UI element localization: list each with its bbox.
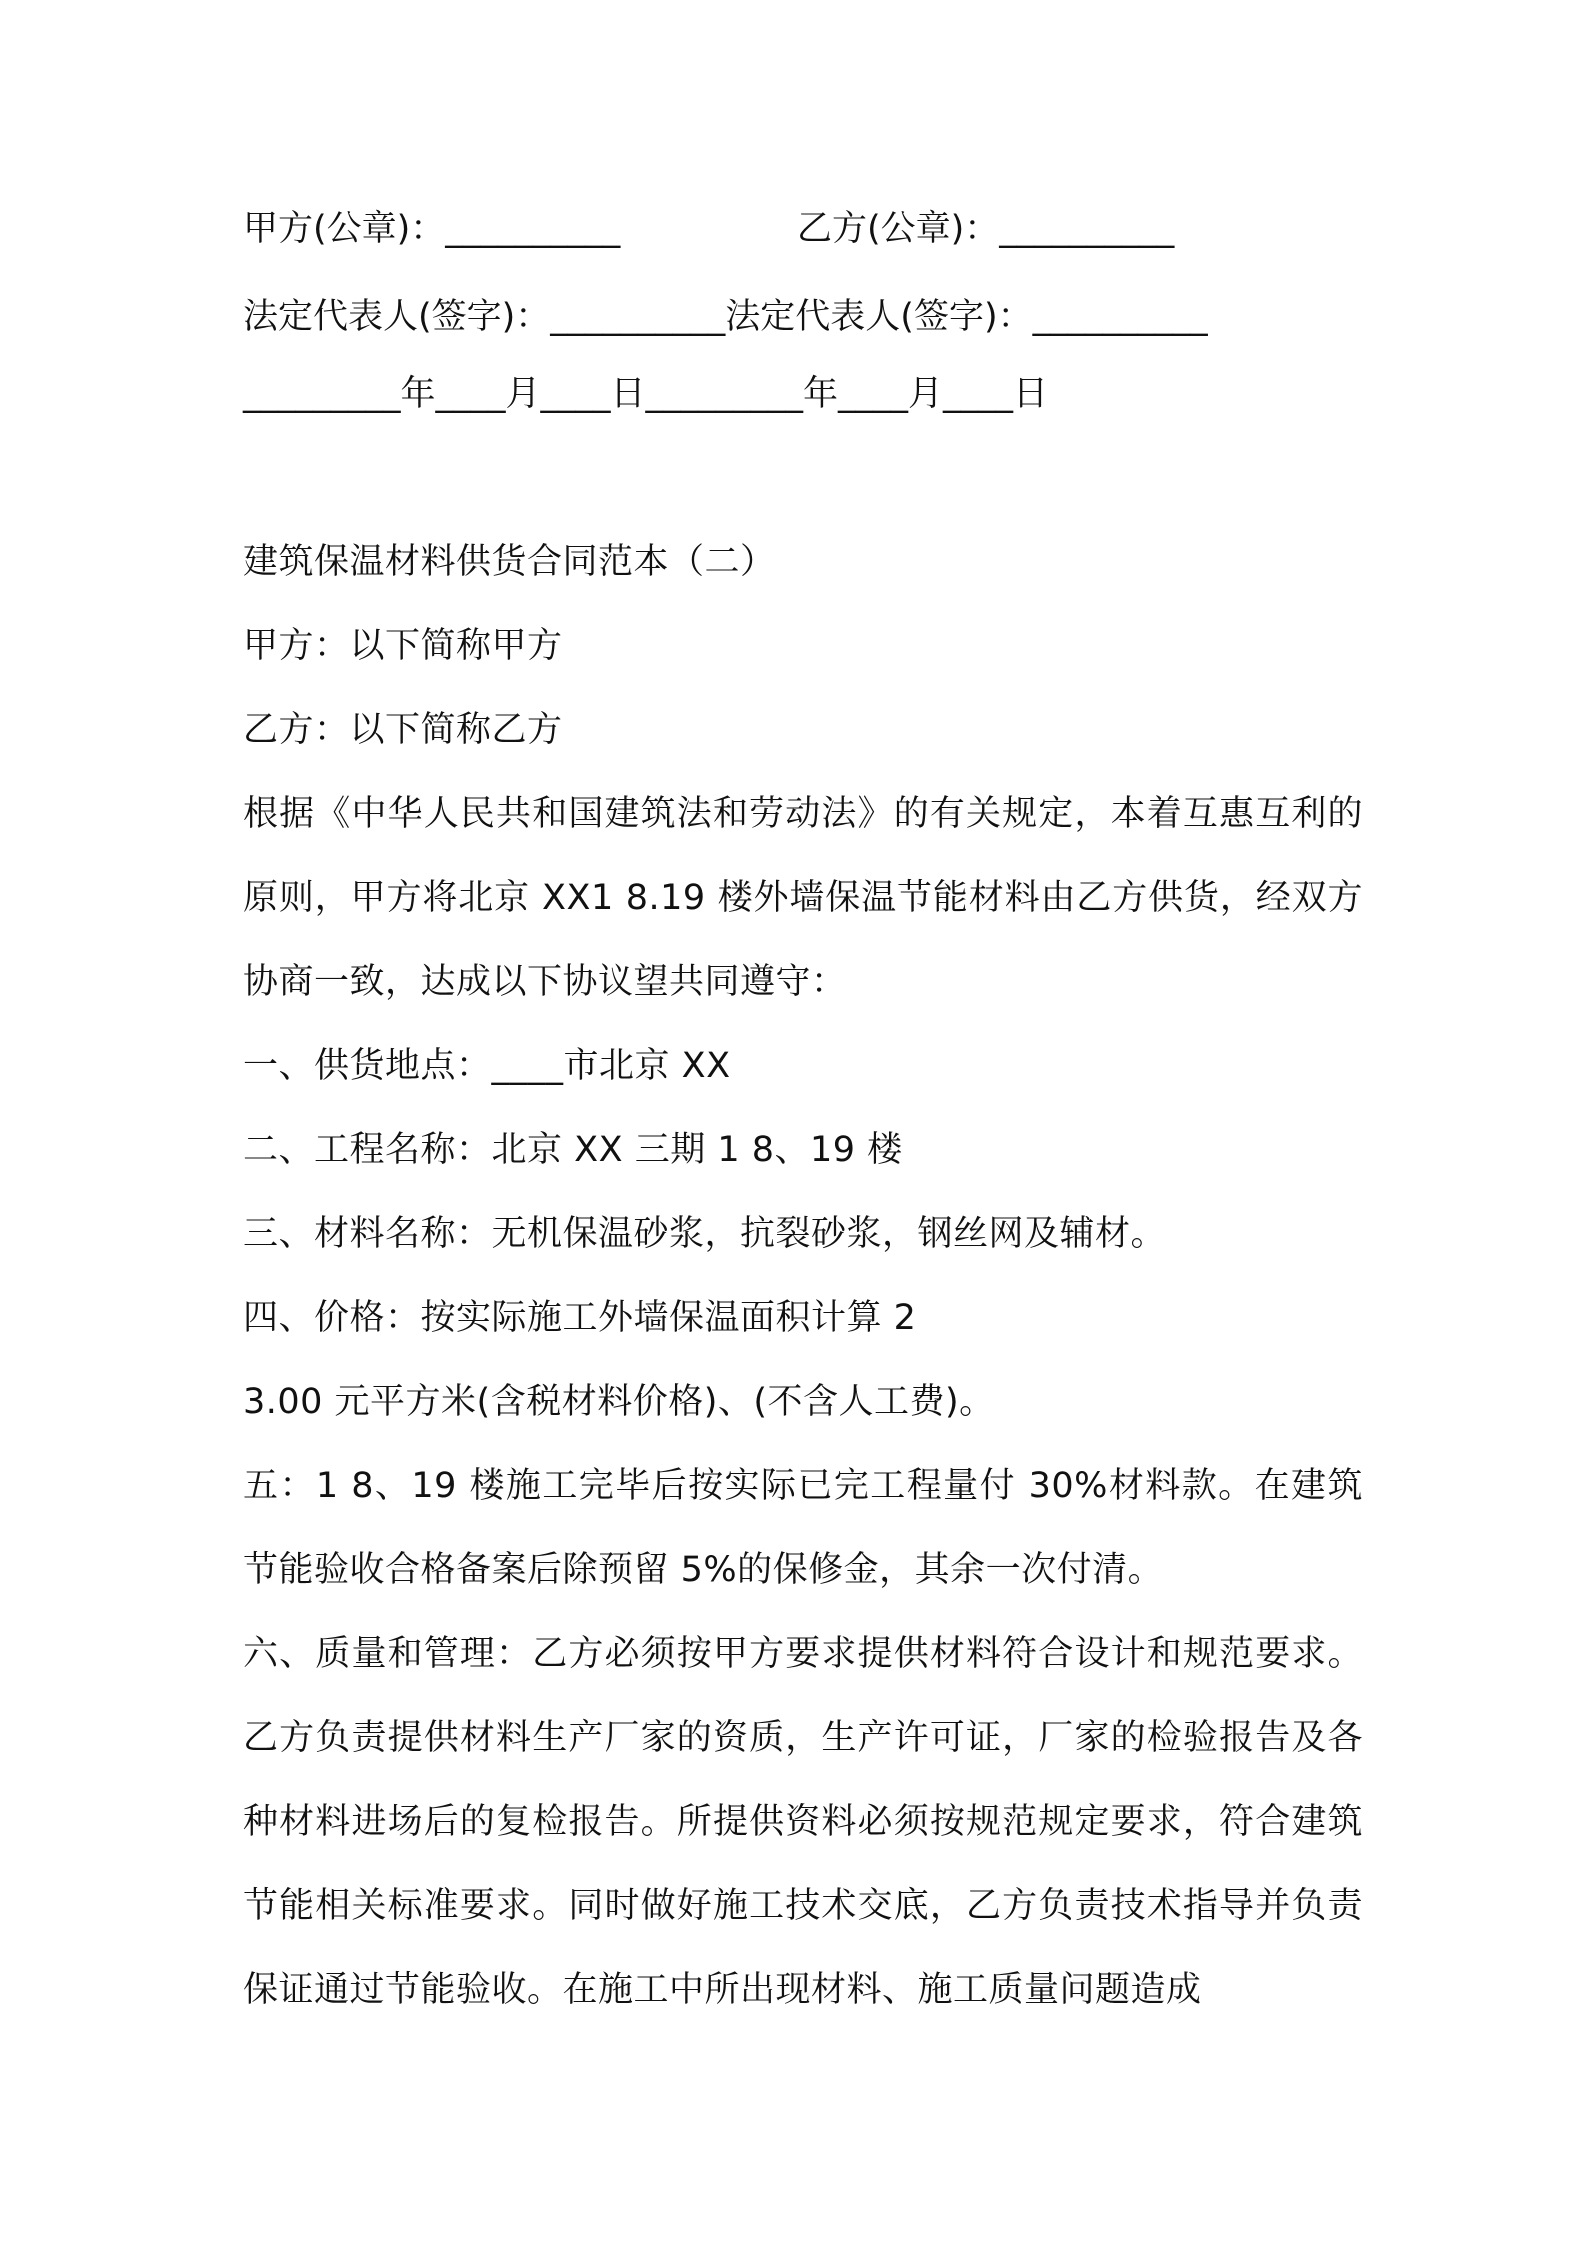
clause-quality-management-paragraph: 六、质量和管理：乙方必须按甲方要求提供材料符合设计和规范要求。乙方负责提供材料生产厂家的资质，生产许可证，厂家的检验报告及各种材料进场后的复检报告。所提供资料必须按规范规定要求，符合建筑节能相关标准要求。同时做好施工技术交底，乙方负责技术指导并负责保证通过节能验收。在施工中所出现材料、施工质量问题造成	[243, 1634, 1363, 2010]
clause-price-line-1: 四、价格：按实际施工外墙保温面积计算 2	[243, 1298, 917, 1338]
legal-representatives-line: 法定代表人(签字)：__________法定代表人(签字)：__________	[243, 297, 1208, 337]
party-b-seal-line: 乙方(公章)：__________	[797, 209, 1175, 249]
signature-dates-line: _________年____月____日_________年____月____日	[243, 374, 1049, 414]
clause-price-line-2: 3.00 元平方米(含税材料价格)、(不含人工费)。	[243, 1382, 995, 1422]
party-b-definition: 乙方：以下简称乙方	[243, 710, 563, 750]
clause-project-name: 二、工程名称：北京 XX 三期 1 8、19 楼	[243, 1130, 903, 1170]
clause-delivery-location: 一、供货地点：____市北京 XX	[243, 1046, 731, 1086]
clause-material-names: 三、材料名称：无机保温砂浆，抗裂砂浆，钢丝网及辅材。	[243, 1214, 1167, 1254]
contract-title: 建筑保温材料供货合同范本（二）	[243, 542, 776, 582]
clause-payment-paragraph: 五：1 8、19 楼施工完毕后按实际已完工程量付 30%材料款。在建筑节能验收合格备案后除预留 5%的保修金，其余一次付清。	[243, 1466, 1363, 1590]
party-a-definition: 甲方：以下简称甲方	[243, 626, 563, 666]
preamble-paragraph: 根据《中华人民共和国建筑法和劳动法》的有关规定，本着互惠互利的原则，甲方将北京 XX1 8.19 楼外墙保温节能材料由乙方供货，经双方协商一致，达成以下协议望共同遵守：	[243, 794, 1363, 1002]
party-a-seal-line: 甲方(公章)：__________	[243, 209, 621, 249]
